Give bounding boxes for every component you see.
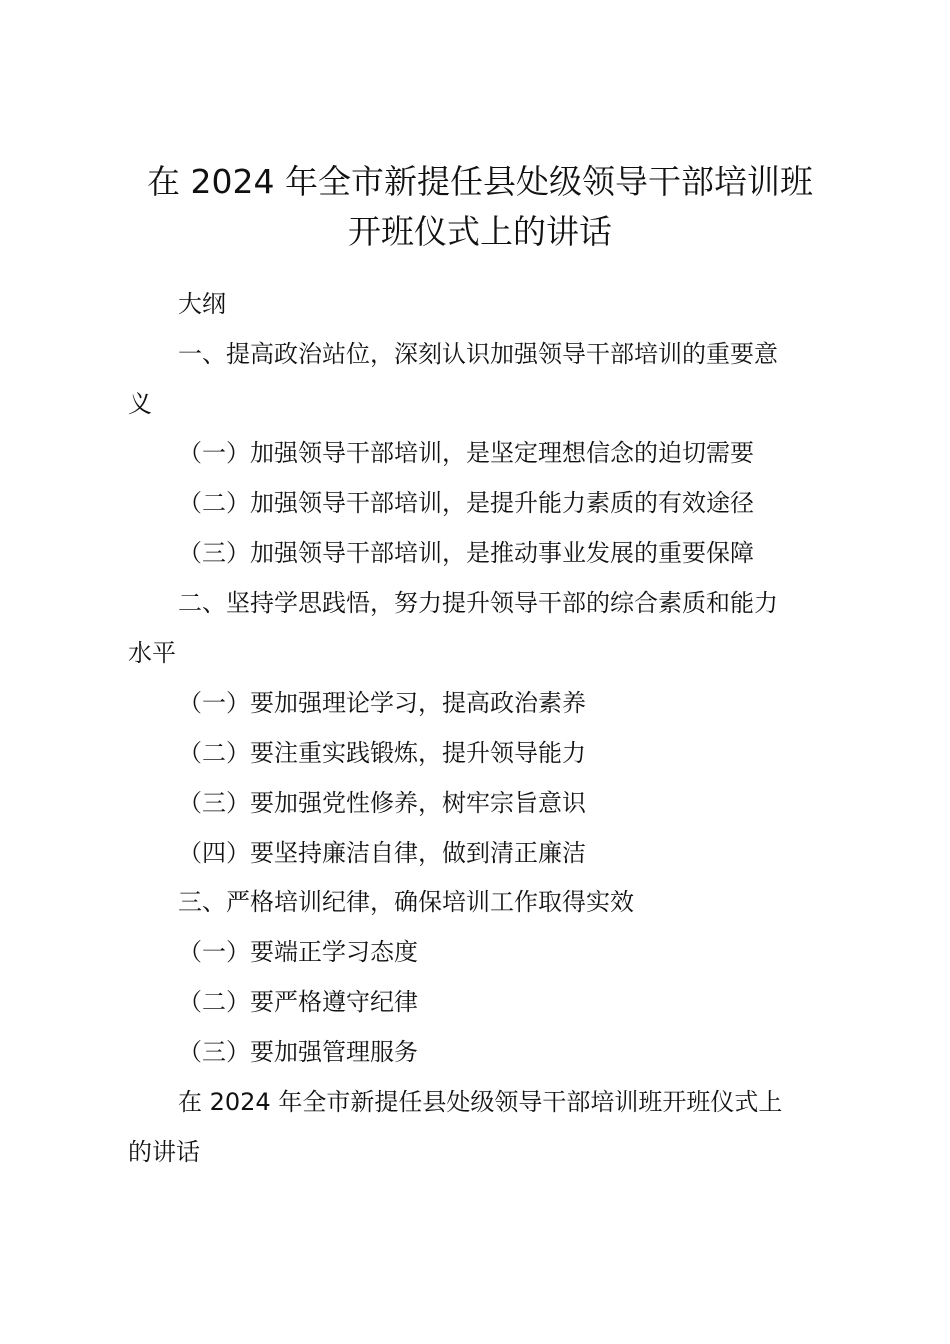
section-2-item-3: （三）要加强党性修养，树牢宗旨意识 (178, 789, 586, 817)
closing-line-2: 的讲话 (128, 1138, 200, 1166)
section-3-item-1: （一）要端正学习态度 (178, 938, 418, 966)
document-title-line-2: 开班仪式上的讲话 (348, 212, 612, 251)
section-2-heading-line-1: 二、坚持学思践悟，努力提升领导干部的综合素质和能力 (178, 589, 778, 617)
section-3-heading: 三、严格培训纪律，确保培训工作取得实效 (178, 888, 634, 916)
section-1-item-3: （三）加强领导干部培训，是推动事业发展的重要保障 (178, 539, 754, 567)
section-3-item-3: （三）要加强管理服务 (178, 1038, 418, 1066)
section-2-item-1: （一）要加强理论学习，提高政治素养 (178, 689, 586, 717)
section-1-heading-line-1: 一、提高政治站位，深刻认识加强领导干部培训的重要意 (178, 340, 778, 368)
section-1-item-2: （二）加强领导干部培训，是提升能力素质的有效途径 (178, 489, 754, 517)
section-1-heading-line-2: 义 (128, 390, 152, 418)
section-1-item-1: （一）加强领导干部培训，是坚定理想信念的迫切需要 (178, 439, 754, 467)
section-2-item-2: （二）要注重实践锻炼，提升领导能力 (178, 739, 586, 767)
outline-label: 大纲 (178, 290, 226, 318)
section-3-item-2: （二）要严格遵守纪律 (178, 988, 418, 1016)
section-2-heading-line-2: 水平 (128, 639, 176, 667)
closing-line-1: 在 2024 年全市新提任县处级领导干部培训班开班仪式上 (178, 1088, 783, 1116)
section-2-item-4: （四）要坚持廉洁自律，做到清正廉洁 (178, 839, 586, 867)
document-title-line-1: 在 2024 年全市新提任县处级领导干部培训班 (147, 162, 813, 201)
